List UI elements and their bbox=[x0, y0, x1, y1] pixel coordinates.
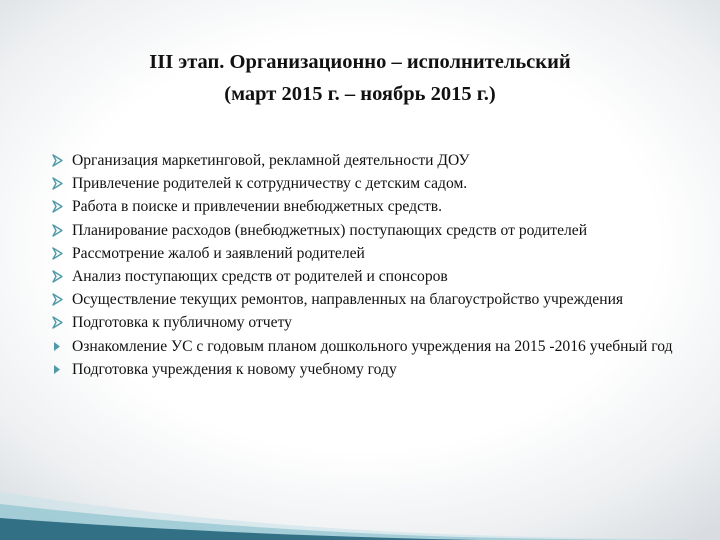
list-item bbox=[51, 335, 691, 358]
arrowhead-outline-icon bbox=[51, 195, 65, 218]
list-item bbox=[51, 358, 691, 381]
list-item bbox=[51, 311, 691, 334]
list-item bbox=[51, 288, 691, 311]
list-item-text: Анализ поступающих средств от родителей и спонсоров bbox=[72, 268, 448, 286]
list-item bbox=[51, 195, 691, 218]
list-item bbox=[51, 265, 691, 288]
list-item bbox=[51, 242, 691, 265]
list-item-text: Работа в поиске и привлечении внебюджетных средств. bbox=[72, 198, 443, 216]
arrowhead-outline-icon bbox=[51, 219, 65, 242]
arrowhead-outline-icon bbox=[51, 288, 65, 311]
triangle-filled-icon bbox=[51, 335, 65, 358]
list-item-text: Рассмотрение жалоб и заявлений родителей bbox=[72, 244, 365, 262]
arrowhead-outline-icon bbox=[51, 311, 65, 334]
triangle-filled-icon bbox=[51, 358, 65, 381]
decorative-wave bbox=[0, 440, 720, 540]
list-item-text: Ознакомление УС с годовым планом дошкольного учреждения на 2015 -2016 учебный год bbox=[72, 337, 673, 355]
list-item-text: Осуществление текущих ремонтов, направленных на благоустройство учреждения bbox=[72, 291, 624, 309]
list-item-text: Организация маркетинговой, рекламной деятельности ДОУ bbox=[72, 152, 470, 169]
list-item-text: Привлечение родителей к сотрудничеству с детским садом. bbox=[72, 175, 468, 193]
list-item bbox=[51, 149, 691, 172]
list-item bbox=[51, 172, 691, 195]
list-item-text: Планирование расходов (внебюджетных) поступающих средств от родителей bbox=[72, 221, 588, 239]
title-line-2: (март 2015 г. – ноябрь 2015 г.) bbox=[224, 83, 496, 105]
slide-title bbox=[0, 46, 720, 110]
arrowhead-outline-icon bbox=[51, 265, 65, 288]
arrowhead-outline-icon bbox=[51, 242, 65, 265]
arrowhead-outline-icon bbox=[51, 172, 65, 195]
bullet-list bbox=[51, 149, 691, 381]
arrowhead-outline-icon bbox=[51, 149, 65, 172]
list-item bbox=[51, 219, 691, 242]
title-line-1: III этап. Организационно – исполнительский bbox=[149, 51, 571, 73]
list-item-text: Подготовка к публичному отчету bbox=[72, 314, 292, 332]
list-item-text: Подготовка учреждения к новому учебному году bbox=[72, 360, 397, 378]
